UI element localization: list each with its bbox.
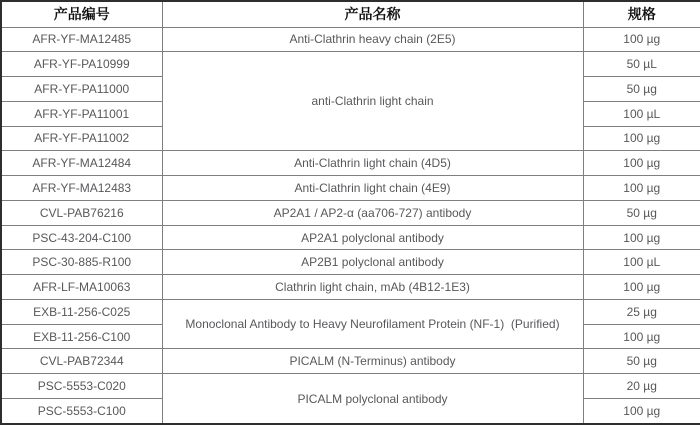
product-code-cell: AFR-YF-MA12484	[1, 151, 162, 176]
product-name-cell: PICALM polyclonal antibody	[162, 374, 583, 424]
product-name-cell: Anti-Clathrin heavy chain (2E5)	[162, 27, 583, 52]
product-code-cell: PSC-5553-C020	[1, 374, 162, 399]
product-code-cell: PSC-5553-C100	[1, 398, 162, 424]
table-row	[1, 27, 700, 52]
spec-cell: 100 µg	[583, 324, 700, 349]
header-spec: 规格	[583, 1, 700, 27]
spec-cell: 100 µg	[583, 176, 700, 201]
product-code-cell: AFR-YF-MA12483	[1, 176, 162, 201]
product-name-cell: PICALM (N-Terminus) antibody	[162, 349, 583, 374]
product-name-cell: AP2A1 / AP2-α (aa706-727) antibody	[162, 200, 583, 225]
header-product-code: 产品编号	[1, 1, 162, 27]
table-row	[1, 225, 700, 250]
product-table-header	[1, 1, 700, 27]
product-name-cell: AP2B1 polyclonal antibody	[162, 250, 583, 275]
spec-cell: 50 µg	[583, 77, 700, 102]
header-row	[1, 1, 700, 27]
spec-cell: 20 µg	[583, 374, 700, 399]
table-row	[1, 275, 700, 300]
product-name-cell: anti-Clathrin light chain	[162, 52, 583, 151]
spec-cell: 100 µg	[583, 225, 700, 250]
product-code-cell: PSC-43-204-C100	[1, 225, 162, 250]
spec-cell: 100 µg	[583, 398, 700, 424]
product-name-cell: Anti-Clathrin light chain (4D5)	[162, 151, 583, 176]
product-code-cell: AFR-YF-PA10999	[1, 52, 162, 77]
spec-cell: 100 µg	[583, 151, 700, 176]
spec-cell: 25 µg	[583, 299, 700, 324]
product-name-cell: Monoclonal Antibody to Heavy Neurofilament Protein (NF-1) (Purified)	[162, 299, 583, 349]
product-code-cell: AFR-YF-MA12485	[1, 27, 162, 52]
spec-cell: 50 µg	[583, 200, 700, 225]
table-row	[1, 349, 700, 374]
spec-cell: 100 µg	[583, 27, 700, 52]
product-code-cell: EXB-11-256-C100	[1, 324, 162, 349]
product-code-cell: AFR-LF-MA10063	[1, 275, 162, 300]
product-code-cell: AFR-YF-PA11001	[1, 101, 162, 126]
table-row	[1, 250, 700, 275]
spec-cell: 100 µL	[583, 101, 700, 126]
table-row	[1, 52, 700, 77]
product-code-cell: CVL-PAB76216	[1, 200, 162, 225]
table-row	[1, 151, 700, 176]
product-name-cell: Clathrin light chain, mAb (4B12-1E3)	[162, 275, 583, 300]
product-code-cell: AFR-YF-PA11002	[1, 126, 162, 151]
product-code-cell: EXB-11-256-C025	[1, 299, 162, 324]
product-code-cell: PSC-30-885-R100	[1, 250, 162, 275]
product-name-cell: Anti-Clathrin light chain (4E9)	[162, 176, 583, 201]
product-table-body	[1, 27, 700, 424]
spec-cell: 50 µg	[583, 349, 700, 374]
table-row	[1, 176, 700, 201]
table-row	[1, 200, 700, 225]
table-row	[1, 299, 700, 324]
spec-cell: 100 µg	[583, 275, 700, 300]
product-code-cell: AFR-YF-PA11000	[1, 77, 162, 102]
header-product-name: 产品名称	[162, 1, 583, 27]
spec-cell: 50 µL	[583, 52, 700, 77]
product-code-cell: CVL-PAB72344	[1, 349, 162, 374]
table-row	[1, 374, 700, 399]
spec-cell: 100 µg	[583, 126, 700, 151]
product-name-cell: AP2A1 polyclonal antibody	[162, 225, 583, 250]
spec-cell: 100 µL	[583, 250, 700, 275]
